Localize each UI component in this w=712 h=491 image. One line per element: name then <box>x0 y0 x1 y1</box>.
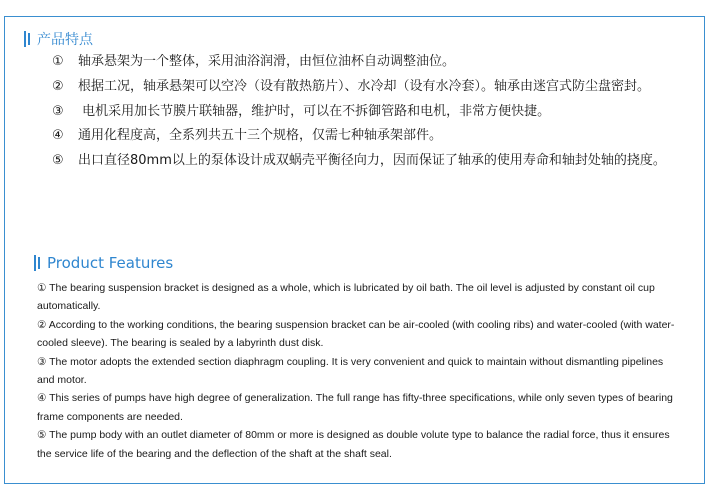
chinese-feature-item <box>24 50 698 75</box>
item-number: ④ <box>52 128 64 144</box>
double-bar-icon <box>34 255 43 271</box>
english-feature-item: ① The bearing suspension bracket is designed as a whole, which is lubricated by oil bath. The oil level is adjusted by constant oil cup automatically. <box>37 282 655 313</box>
chinese-feature-list <box>24 50 698 174</box>
english-section-title <box>34 254 173 272</box>
double-bar-icon <box>24 31 33 47</box>
english-section-title-text: Product Features <box>47 254 174 272</box>
english-feature-list <box>37 279 683 463</box>
item-text: 轴承悬架为一个整体，采用油浴润滑，由恒位油杯自动调整油位。 <box>78 54 456 69</box>
item-text: 根据工况，轴承悬架可以空冷（设有散热筋片）、水冷却（设有水冷套）。轴承由迷宫式防尘盘密封。 <box>78 78 651 94</box>
english-feature-item: ⑤ The pump body with an outlet diameter of 80mm or more is designed as double volute type to balance the radial force, thus it ensures the service life of the bearing and the deflection of the shaft at the shaft seal. <box>37 429 670 460</box>
chinese-feature-item <box>24 75 698 100</box>
item-number: ⑤ <box>52 153 64 169</box>
item-text: 电机采用加长节膜片联轴器，维护时，可以在不拆御管路和电机，非常方便快捷。 <box>78 103 551 119</box>
item-number: ③ <box>52 103 64 119</box>
chinese-feature-item <box>24 149 698 174</box>
chinese-section-title <box>24 29 93 49</box>
english-feature-item: ③ The motor adopts the extended section diaphragm coupling. It is very convenient and quick to maintain without dismantling pipelines and motor. <box>37 355 664 387</box>
item-text: 通用化程度高，全系列共五十三个规格，仅需七种轴承架部件。 <box>78 128 443 144</box>
chinese-feature-item <box>24 100 698 125</box>
chinese-section-title-text: 产品特点 <box>37 32 93 48</box>
english-feature-item: ② According to the working conditions, the bearing suspension bracket can be air-cooled (with cooling ribs) and water-cooled (with water-cooled sleeve). The bearing is sealed by a labyrinth dust disk. <box>37 318 675 350</box>
chinese-feature-item <box>24 124 698 149</box>
item-number: ① <box>52 54 64 69</box>
item-text: 出口直径80mm以上的泵体设计成双蜗壳平衡径向力，因而保证了轴承的使用寿命和轴封处轴的挠度。 <box>78 153 666 169</box>
english-feature-item: ④ This series of pumps have high degree of generalization. The full range has fifty-three specifications, while only seven types of bearing frame components are needed. <box>37 392 673 423</box>
item-number: ② <box>52 78 64 94</box>
